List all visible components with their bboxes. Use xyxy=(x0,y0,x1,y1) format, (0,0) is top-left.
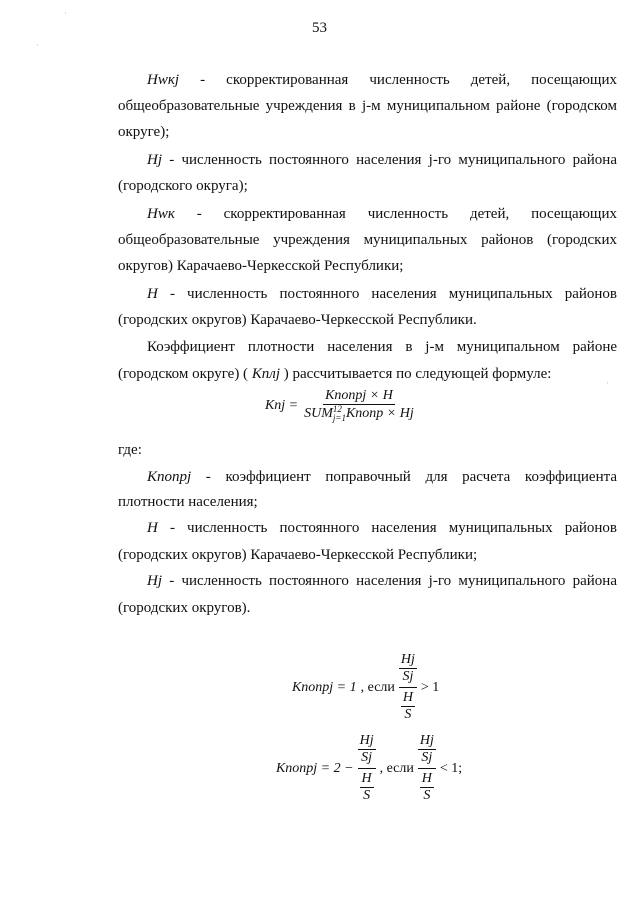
symbol-hj: Hj xyxy=(147,152,162,168)
def-nwk-line1: Нwк - скорректированная численность детей, посещающих xyxy=(147,206,617,222)
def2-h-line1: H - численность постоянного населения муниципальных районов xyxy=(147,520,618,536)
def-nwk-line3: округов) Карачаево-Черкесской Республики; xyxy=(118,258,404,274)
symbol-nwk: Нwк xyxy=(147,206,175,222)
def-hj-line2: (городского округа); xyxy=(118,178,248,194)
def-nwkj-line1: Нwкj - скорректированная численность детей, посещающих xyxy=(147,72,618,88)
def-hj-line1: Hj - численность постоянного населения j-го муниципального района xyxy=(147,152,617,168)
def-kpoprj-line2: плотности населения; xyxy=(118,494,258,510)
formula-numerator: Кпопрj × H xyxy=(325,388,393,403)
def-kpoprj-line1: Кпопрj - коэффициент поправочный для расчета коэффициента xyxy=(147,469,617,485)
formula-denominator: SUM 12 j=1 Кпопр × Hj xyxy=(304,404,414,423)
sum-lower: j=1 xyxy=(332,413,346,423)
where-label: где: xyxy=(118,442,142,458)
formula-condition-1: Кпопрj = 1 , если Hj Sj H S > 1 xyxy=(292,652,440,722)
def-h-line1: H - численность постоянного населения муниципальных районов xyxy=(147,286,618,302)
formula-density xyxy=(265,388,416,423)
ratio-fraction-2a: Hj Sj H S xyxy=(359,733,374,803)
symbol-kplj: Кплj xyxy=(251,366,280,382)
symbol-h2: H xyxy=(147,520,158,536)
def-h-line2: (городских округов) Карачаево-Черкесской Республики. xyxy=(118,312,477,328)
symbol-nwkj: Нwкj xyxy=(147,72,180,88)
def-nwkj-line2: общеобразовательные учреждения в j-м муниципальном районе (городском xyxy=(118,98,617,114)
formula-fraction xyxy=(302,388,416,423)
symbol-hj2: Hj xyxy=(147,573,162,589)
symbol-h: H xyxy=(147,286,158,302)
ratio-fraction-1: Hj Sj H S xyxy=(400,652,415,722)
def2-h-line2: (городских округов) Карачаево-Черкесской Республики; xyxy=(118,547,478,563)
coef-line1: Коэффициент плотности населения в j-м муниципальном районе xyxy=(147,339,617,355)
ratio-fraction-2b: Hj Sj H S xyxy=(419,733,434,803)
def-nwkj-line3: округе); xyxy=(118,124,170,140)
scan-speck: · xyxy=(606,378,609,388)
coef-line2: (городском округе) ( Кплj ) рассчитывается по следующей формуле: xyxy=(118,366,552,382)
scan-speck: · xyxy=(64,8,67,18)
formula-lhs: Кпj = xyxy=(265,397,299,413)
symbol-kpoprj: Кпопрj xyxy=(147,469,192,485)
page-number: 53 xyxy=(312,20,327,36)
def2-hj-line1: Hj - численность постоянного населения j-го муниципального района xyxy=(147,573,617,589)
scan-speck: · xyxy=(36,40,39,50)
def-nwk-line2: общеобразовательные учреждения муниципальных районов (городских xyxy=(118,232,617,248)
def2-hj-line2: (городских округов). xyxy=(118,600,251,616)
sum-upper: 12 xyxy=(332,404,342,414)
formula-condition-2: Кпопрj = 2 − Hj Sj H S , если Hj Sj H S < 1; xyxy=(276,733,463,803)
